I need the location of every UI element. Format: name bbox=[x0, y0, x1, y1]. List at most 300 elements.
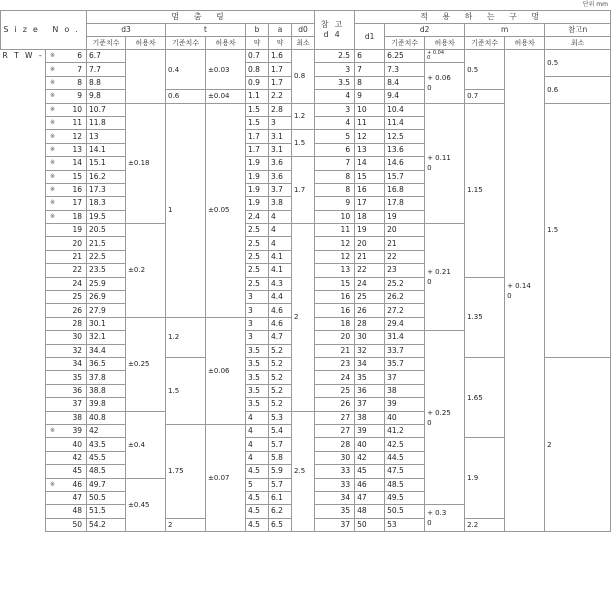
size-mark: ※ bbox=[46, 143, 62, 156]
d2-tolerance-line: 0 bbox=[427, 278, 432, 287]
m-basic-header: 기준치수 bbox=[465, 37, 505, 50]
d2-tolerance-line: + 0.3 bbox=[427, 509, 447, 518]
m-basic-line: 1.15 bbox=[467, 186, 483, 195]
size-mark bbox=[46, 505, 62, 518]
d2-tolerance-line: 0 bbox=[427, 164, 432, 173]
d3-tolerance-line: ±0.25 bbox=[128, 360, 150, 369]
ref-d4: 13 bbox=[315, 264, 355, 277]
ref-n-line: 0.6 bbox=[547, 85, 559, 94]
size-no: 39 bbox=[62, 424, 87, 437]
size-no: 37 bbox=[62, 398, 87, 411]
size-mark bbox=[46, 224, 62, 237]
d2-basic: 50.5 bbox=[385, 505, 425, 518]
size-mark bbox=[46, 491, 62, 504]
a-approx: 4 bbox=[269, 224, 292, 237]
d1: 12 bbox=[355, 130, 385, 143]
b-approx: 3.5 bbox=[246, 398, 269, 411]
d3-basic: 20.5 bbox=[87, 224, 126, 237]
size-no: 15 bbox=[62, 170, 87, 183]
d2-basic: 35.7 bbox=[385, 357, 425, 370]
size-no: 6 bbox=[62, 50, 87, 63]
d2-basic: 17.8 bbox=[385, 197, 425, 210]
size-no: 45 bbox=[62, 465, 87, 478]
b-approx: 1.7 bbox=[246, 143, 269, 156]
m-basic bbox=[465, 50, 505, 90]
unit-label: 단위 mm bbox=[582, 1, 608, 8]
ref-d4: 24 bbox=[315, 371, 355, 384]
d3-basic: 9.8 bbox=[87, 90, 126, 103]
ref-d4: 4 bbox=[315, 90, 355, 103]
a-approx: 3.6 bbox=[269, 170, 292, 183]
size-mark bbox=[46, 518, 62, 531]
b-approx: 0.8 bbox=[246, 63, 269, 76]
t-basic bbox=[166, 424, 206, 518]
m-basic-line: 1.65 bbox=[467, 393, 483, 402]
ref-d4: 7 bbox=[315, 157, 355, 170]
t-basic-line: 1.75 bbox=[168, 467, 184, 476]
t-tolerance bbox=[206, 50, 246, 90]
d3-basic: 36.5 bbox=[87, 357, 126, 370]
a-approx: 4 bbox=[269, 210, 292, 223]
d1: 21 bbox=[355, 250, 385, 263]
d2-basic: 33.7 bbox=[385, 344, 425, 357]
a-approx: 5.2 bbox=[269, 384, 292, 397]
size-mark bbox=[46, 250, 62, 263]
d2-basic: 11.4 bbox=[385, 116, 425, 129]
size-no: 40 bbox=[62, 438, 87, 451]
b-approx: 1.9 bbox=[246, 170, 269, 183]
ref-n bbox=[545, 76, 611, 103]
size-no: 14 bbox=[62, 157, 87, 170]
ref-d4: 27 bbox=[315, 411, 355, 424]
b-approx: 2.5 bbox=[246, 237, 269, 250]
ref-d4: 16 bbox=[315, 304, 355, 317]
size-no: 47 bbox=[62, 491, 87, 504]
a-approx-header: 약 bbox=[269, 37, 292, 50]
t-basic-line: 1 bbox=[168, 206, 173, 215]
d2-basic: 38 bbox=[385, 384, 425, 397]
ref-d4: 30 bbox=[315, 451, 355, 464]
d1-header: d1 bbox=[355, 24, 385, 50]
size-no: 19 bbox=[62, 224, 87, 237]
d1: 28 bbox=[355, 317, 385, 330]
d1: 22 bbox=[355, 264, 385, 277]
size-no: 12 bbox=[62, 130, 87, 143]
d1: 6 bbox=[355, 50, 385, 63]
d3-tolerance bbox=[126, 478, 166, 532]
size-no: 9 bbox=[62, 90, 87, 103]
b-approx: 5 bbox=[246, 478, 269, 491]
d2-tolerance-line: + 0.25 bbox=[427, 408, 451, 417]
d3-basic: 32.1 bbox=[87, 331, 126, 344]
a-approx: 5.8 bbox=[269, 451, 292, 464]
size-mark bbox=[46, 317, 62, 330]
d1: 47 bbox=[355, 491, 385, 504]
b-approx: 3.5 bbox=[246, 371, 269, 384]
d2-basic: 9.4 bbox=[385, 90, 425, 103]
size-no: 36 bbox=[62, 384, 87, 397]
ref-d4: 4 bbox=[315, 116, 355, 129]
d3-basic: 38.8 bbox=[87, 384, 126, 397]
a-approx: 3.1 bbox=[269, 143, 292, 156]
ref-d4: 5 bbox=[315, 130, 355, 143]
b-approx: 1.5 bbox=[246, 103, 269, 116]
retaining-ring-spec-table bbox=[0, 10, 611, 532]
d0-min bbox=[292, 50, 315, 104]
d2-basic: 44.5 bbox=[385, 451, 425, 464]
ref-d4-header: 참고 d4 bbox=[315, 11, 355, 50]
d1: 26 bbox=[355, 304, 385, 317]
size-no: 24 bbox=[62, 277, 87, 290]
a-approx: 2.2 bbox=[269, 90, 292, 103]
m-tolerance-line: 0 bbox=[507, 291, 512, 300]
d3-tolerance bbox=[126, 224, 166, 318]
d0-header: d0 bbox=[292, 24, 315, 37]
table-body bbox=[1, 50, 611, 532]
b-approx: 0.7 bbox=[246, 50, 269, 63]
d3-tol-header: 허용차 bbox=[126, 37, 166, 50]
t-tolerance bbox=[206, 90, 246, 103]
d1: 10 bbox=[355, 103, 385, 116]
size-mark: ※ bbox=[46, 50, 62, 63]
ref-n-line: 0.5 bbox=[547, 58, 559, 67]
t-header: t bbox=[166, 24, 246, 37]
d0-min-line: 2 bbox=[294, 313, 299, 322]
ref-n bbox=[545, 103, 611, 357]
d2-tolerance-line: 0 bbox=[427, 55, 431, 62]
d3-basic: 26.9 bbox=[87, 291, 126, 304]
d2-tolerance bbox=[425, 63, 465, 103]
d3-basic: 51.5 bbox=[87, 505, 126, 518]
d2-basic: 23 bbox=[385, 264, 425, 277]
b-approx: 4 bbox=[246, 451, 269, 464]
m-basic-line: 1.35 bbox=[467, 313, 483, 322]
d2-basic: 15.7 bbox=[385, 170, 425, 183]
table-row bbox=[1, 50, 611, 63]
d3-basic: 37.8 bbox=[87, 371, 126, 384]
d2-tolerance-line: + 0.06 bbox=[427, 73, 451, 82]
ref-d4: 25 bbox=[315, 384, 355, 397]
size-mark: ※ bbox=[46, 183, 62, 196]
size-mark bbox=[46, 304, 62, 317]
table-header bbox=[1, 11, 611, 50]
d2-basic: 41.2 bbox=[385, 424, 425, 437]
ref-d4: 35 bbox=[315, 505, 355, 518]
size-no: 16 bbox=[62, 183, 87, 196]
m-basic-line: 0.5 bbox=[467, 65, 479, 74]
size-no: 13 bbox=[62, 143, 87, 156]
d1: 19 bbox=[355, 224, 385, 237]
d2-basic: 10.4 bbox=[385, 103, 425, 116]
ref-n-line: 1.5 bbox=[547, 226, 559, 235]
t-basic bbox=[166, 90, 206, 103]
m-basic-line: 0.7 bbox=[467, 92, 479, 101]
d3-basic: 25.9 bbox=[87, 277, 126, 290]
d1: 42 bbox=[355, 451, 385, 464]
size-mark bbox=[46, 264, 62, 277]
a-approx: 3.6 bbox=[269, 157, 292, 170]
t-basic bbox=[166, 357, 206, 424]
b-approx: 1.9 bbox=[246, 197, 269, 210]
m-basic bbox=[465, 357, 505, 437]
size-no: 18 bbox=[62, 210, 87, 223]
d3-basic: 19.5 bbox=[87, 210, 126, 223]
d2-header: d2 bbox=[385, 24, 465, 37]
d2-basic: 53 bbox=[385, 518, 425, 531]
d2-tolerance-line: + 0.11 bbox=[427, 154, 451, 163]
t-basic-line: 1.2 bbox=[168, 333, 180, 342]
a-approx: 4.1 bbox=[269, 250, 292, 263]
t-basic-line: 0.6 bbox=[168, 92, 180, 101]
b-approx: 1.5 bbox=[246, 116, 269, 129]
a-approx: 2.8 bbox=[269, 103, 292, 116]
size-mark bbox=[46, 411, 62, 424]
d2-tolerance bbox=[425, 103, 465, 224]
size-no: 30 bbox=[62, 331, 87, 344]
d1: 38 bbox=[355, 411, 385, 424]
d2-tolerance bbox=[425, 50, 465, 63]
d1: 15 bbox=[355, 170, 385, 183]
size-no-header: Size No. bbox=[1, 11, 87, 50]
t-basic-line: 2 bbox=[168, 520, 173, 529]
d1: 45 bbox=[355, 465, 385, 478]
a-approx: 4.6 bbox=[269, 304, 292, 317]
d0-min-header: 최소 bbox=[292, 37, 315, 50]
d2-basic-header: 기준치수 bbox=[385, 37, 425, 50]
a-approx: 5.4 bbox=[269, 424, 292, 437]
ref-d4: 20 bbox=[315, 331, 355, 344]
b-approx: 1.9 bbox=[246, 157, 269, 170]
t-basic bbox=[166, 50, 206, 90]
d3-basic: 16.2 bbox=[87, 170, 126, 183]
d2-basic: 25.2 bbox=[385, 277, 425, 290]
a-approx: 4 bbox=[269, 237, 292, 250]
t-basic-header: 기준치수 bbox=[166, 37, 206, 50]
a-approx: 4.7 bbox=[269, 331, 292, 344]
d3-basic: 14.1 bbox=[87, 143, 126, 156]
d2-basic: 22 bbox=[385, 250, 425, 263]
m-basic bbox=[465, 277, 505, 357]
a-approx: 5.9 bbox=[269, 465, 292, 478]
m-basic-line: 1.9 bbox=[467, 474, 479, 482]
a-approx: 1.6 bbox=[269, 50, 292, 63]
d1: 32 bbox=[355, 344, 385, 357]
d3-basic: 50.5 bbox=[87, 491, 126, 504]
ref-d4: 15 bbox=[315, 277, 355, 290]
d2-tolerance-line: 0 bbox=[427, 519, 432, 528]
d3-basic: 6.7 bbox=[87, 50, 126, 63]
d3-basic: 17.3 bbox=[87, 183, 126, 196]
d3-basic: 7.7 bbox=[87, 63, 126, 76]
d2-basic: 49.5 bbox=[385, 491, 425, 504]
d3-tolerance-line: ±0.4 bbox=[128, 440, 146, 449]
d3-basic: 23.5 bbox=[87, 264, 126, 277]
d2-tolerance bbox=[425, 331, 465, 505]
d3-basic: 18.3 bbox=[87, 197, 126, 210]
d1: 24 bbox=[355, 277, 385, 290]
a-approx: 3.8 bbox=[269, 197, 292, 210]
size-no: 35 bbox=[62, 371, 87, 384]
b-approx: 2.5 bbox=[246, 277, 269, 290]
size-no: 10 bbox=[62, 103, 87, 116]
m-basic-line: 2.2 bbox=[467, 520, 479, 529]
d3-basic: 30.1 bbox=[87, 317, 126, 330]
b-approx: 3.5 bbox=[246, 344, 269, 357]
size-mark: ※ bbox=[46, 170, 62, 183]
size-mark: ※ bbox=[46, 76, 62, 89]
t-basic-line: 1.5 bbox=[168, 386, 180, 395]
ref-d4: 10 bbox=[315, 210, 355, 223]
a-approx: 5.2 bbox=[269, 398, 292, 411]
d2-tolerance-line: + 0.04 bbox=[427, 50, 445, 57]
size-mark: ※ bbox=[46, 210, 62, 223]
d2-basic: 47.5 bbox=[385, 465, 425, 478]
size-mark bbox=[46, 357, 62, 370]
d0-min-line: 1.5 bbox=[294, 139, 306, 148]
ref-d4: 37 bbox=[315, 518, 355, 531]
d3-basic: 48.5 bbox=[87, 465, 126, 478]
d3-basic: 43.5 bbox=[87, 438, 126, 451]
d2-basic: 37 bbox=[385, 371, 425, 384]
d3-basic: 49.7 bbox=[87, 478, 126, 491]
size-no: 17 bbox=[62, 197, 87, 210]
b-approx: 3 bbox=[246, 291, 269, 304]
ref-n bbox=[545, 50, 611, 77]
t-tolerance-line: ±0.06 bbox=[208, 366, 230, 375]
ref-d4: 8 bbox=[315, 183, 355, 196]
d1: 35 bbox=[355, 371, 385, 384]
d3-basic: 42 bbox=[87, 424, 126, 437]
a-approx: 4.3 bbox=[269, 277, 292, 290]
ref-d4: 33 bbox=[315, 465, 355, 478]
d3-basic: 13 bbox=[87, 130, 126, 143]
b-approx: 2.5 bbox=[246, 264, 269, 277]
d1: 46 bbox=[355, 478, 385, 491]
d3-tolerance-line: ±0.45 bbox=[128, 500, 150, 509]
a-approx: 3 bbox=[269, 116, 292, 129]
size-no: 22 bbox=[62, 264, 87, 277]
a-approx: 4.1 bbox=[269, 264, 292, 277]
d1: 13 bbox=[355, 143, 385, 156]
d2-basic: 12.5 bbox=[385, 130, 425, 143]
size-mark: ※ bbox=[46, 478, 62, 491]
b-approx: 4.5 bbox=[246, 465, 269, 478]
d3-basic: 8.8 bbox=[87, 76, 126, 89]
size-prefix: R T W - bbox=[1, 50, 46, 532]
d3-tolerance bbox=[126, 317, 166, 411]
size-mark: ※ bbox=[46, 130, 62, 143]
a-approx: 5.7 bbox=[269, 478, 292, 491]
d3-basic: 27.9 bbox=[87, 304, 126, 317]
a-approx: 5.2 bbox=[269, 344, 292, 357]
size-mark bbox=[46, 384, 62, 397]
d1: 11 bbox=[355, 116, 385, 129]
size-mark bbox=[46, 398, 62, 411]
size-no: 32 bbox=[62, 344, 87, 357]
t-tolerance-line: ±0.07 bbox=[208, 474, 230, 482]
d2-basic: 21 bbox=[385, 237, 425, 250]
d3-basic: 10.7 bbox=[87, 103, 126, 116]
b-approx: 3 bbox=[246, 304, 269, 317]
d0-min-line: 1.7 bbox=[294, 186, 306, 195]
d1: 9 bbox=[355, 90, 385, 103]
size-no: 28 bbox=[62, 317, 87, 330]
d2-basic: 42.5 bbox=[385, 438, 425, 451]
d3-basic: 39.8 bbox=[87, 398, 126, 411]
size-no: 7 bbox=[62, 63, 87, 76]
d2-tolerance bbox=[425, 505, 465, 532]
size-mark bbox=[46, 465, 62, 478]
d2-basic: 8.4 bbox=[385, 76, 425, 89]
d3-basic: 11.8 bbox=[87, 116, 126, 129]
d2-basic: 13.6 bbox=[385, 143, 425, 156]
size-no: 34 bbox=[62, 357, 87, 370]
d1: 20 bbox=[355, 237, 385, 250]
d0-min-line: 1.2 bbox=[294, 112, 306, 121]
a-approx: 5.2 bbox=[269, 357, 292, 370]
m-basic bbox=[465, 103, 505, 277]
size-mark: ※ bbox=[46, 197, 62, 210]
t-basic bbox=[166, 317, 206, 357]
t-tol-header: 허용차 bbox=[206, 37, 246, 50]
ref-d4: 23 bbox=[315, 357, 355, 370]
a-approx: 3.1 bbox=[269, 130, 292, 143]
a-approx: 1.7 bbox=[269, 63, 292, 76]
ref-d4: 12 bbox=[315, 250, 355, 263]
ref-d4: 3 bbox=[315, 103, 355, 116]
d2-tolerance-line: 0 bbox=[427, 418, 432, 427]
hole-group-header: 적 용 하 는 구 멍 bbox=[355, 11, 611, 24]
m-tolerance-line: + 0.14 bbox=[507, 281, 531, 290]
d3-tolerance bbox=[126, 103, 166, 224]
b-approx: 3.5 bbox=[246, 357, 269, 370]
b-approx: 2.5 bbox=[246, 224, 269, 237]
d3-basic: 15.1 bbox=[87, 157, 126, 170]
t-tolerance bbox=[206, 317, 246, 424]
size-no: 42 bbox=[62, 451, 87, 464]
size-mark bbox=[46, 438, 62, 451]
t-tolerance bbox=[206, 424, 246, 531]
d1: 34 bbox=[355, 357, 385, 370]
ref-d4: 11 bbox=[315, 224, 355, 237]
t-basic bbox=[166, 518, 206, 531]
ref-d4: 3 bbox=[315, 63, 355, 76]
d3-basic: 34.4 bbox=[87, 344, 126, 357]
d1: 8 bbox=[355, 76, 385, 89]
a-approx: 5.3 bbox=[269, 411, 292, 424]
b-approx: 1.1 bbox=[246, 90, 269, 103]
d0-min bbox=[292, 411, 315, 532]
n-min-header: 최소 bbox=[545, 37, 611, 50]
d3-tolerance bbox=[126, 50, 166, 104]
b-approx: 3.5 bbox=[246, 384, 269, 397]
d1: 16 bbox=[355, 183, 385, 196]
size-no: 8 bbox=[62, 76, 87, 89]
size-mark: ※ bbox=[46, 157, 62, 170]
b-approx: 3 bbox=[246, 317, 269, 330]
ref-d4: 16 bbox=[315, 291, 355, 304]
ref-d4: 8 bbox=[315, 170, 355, 183]
d1: 50 bbox=[355, 518, 385, 531]
ref-d4: 21 bbox=[315, 344, 355, 357]
d2-basic: 14.6 bbox=[385, 157, 425, 170]
d3-basic: 21.5 bbox=[87, 237, 126, 250]
d0-min bbox=[292, 224, 315, 411]
ref-n-line: 2 bbox=[547, 440, 552, 449]
b-header: b bbox=[246, 24, 269, 37]
ref-d4: 18 bbox=[315, 317, 355, 330]
m-basic bbox=[465, 518, 505, 531]
